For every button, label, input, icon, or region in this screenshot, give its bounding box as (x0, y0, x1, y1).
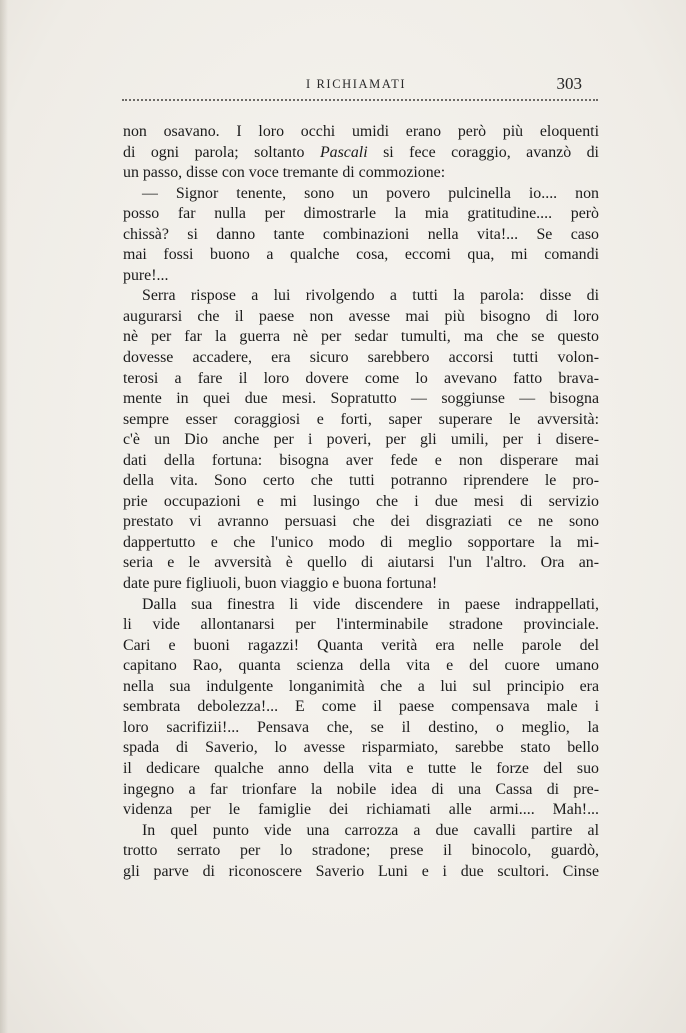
text-line: chissà? si danno tante combinazioni nella vita!... Se caso (123, 225, 599, 243)
text-line: date pure figliuoli, buon viaggio e buona fortuna! (123, 575, 438, 593)
text-line: — Signor tenente, sono un povero pulcinella io.... non (142, 184, 599, 202)
running-title: I RICHIAMATI (306, 77, 407, 91)
text-line: videnza per le famiglie dei richiamati alle armi.... Mah!... (123, 801, 599, 819)
text-line: sempre esser coraggiosi e forti, saper superare le avversità: (123, 410, 599, 428)
text-line: dappertutto e che l'unico modo di meglio sopportare la mi- (123, 533, 599, 551)
text-line: nè per far la guerra nè per sedar tumulti, ma che se questo (123, 328, 599, 346)
text-line: augurarsi che il paese non avesse mai più bisogno di loro (123, 307, 599, 325)
text-line: un passo, disse con voce tremante di commozione: (123, 164, 446, 182)
page-header (122, 74, 598, 94)
page-number: 303 (556, 74, 582, 93)
page-binding-shadow (0, 0, 8, 1033)
italic-name: Pascali (319, 143, 368, 161)
text-line: sembrata debolezza!... E come il paese compensava male i (123, 698, 599, 716)
text-line: loro sacrifizii!... Pensava che, se il destino, o meglio, la (123, 718, 599, 736)
header-dotted-rule (122, 99, 598, 101)
text-line: mente in quei due mesi. Sopratutto — soggiunse — bisogna (123, 390, 599, 408)
text-line: gli parve di riconoscere Saverio Luni e i due scultori. Cinse (123, 862, 599, 880)
text-line: non osavano. I loro occhi umidi erano però più eloquenti (123, 123, 599, 140)
text-line: dati della fortuna: bisogna aver fede e non disperare mai (123, 451, 599, 469)
text-line: Cari e buoni ragazzi! Quanta verità era nelle parole del (123, 636, 599, 654)
text-line: nella sua indulgente longanimità che a lui sul principio era (123, 677, 599, 695)
text-line: mai fossi buono a qualche cosa, eccomi qua, mi comandi (123, 246, 599, 264)
text-line: il dedicare qualche anno della vita e tutte le forze del suo (123, 759, 599, 777)
text-line: In quel punto vide una carrozza a due cavalli partire al (142, 821, 599, 839)
text-line: Serra rispose a lui rivolgendo a tutti la parola: disse di (142, 287, 599, 305)
text-line: c'è un Dio anche per i poveri, per gli umili, per i disere- (123, 431, 599, 449)
text-line: pure!... (123, 266, 169, 284)
text-line: di ogni parola; soltanto Pascali si fece coraggio, avanzò di (123, 143, 599, 161)
text-line: spada di Saverio, lo avesse risparmiato, sarebbe stato bello (123, 739, 599, 757)
text-line: posso far nulla per dimostrarle la mia gratitudine.... però (123, 205, 599, 223)
text-line: prie occupazioni e mi lusingo che i due mesi di servizio (123, 492, 599, 510)
text-line: della vita. Sono certo che tutti potranno riprendere le pro- (123, 472, 599, 490)
text-line: terosi a fare il loro dovere come lo avevano fatto brava- (123, 369, 599, 387)
text-line: trotto serrato per lo stradone; prese il binocolo, guardò, (123, 842, 599, 860)
text-line: seria e le avversità è quello di aiutarsi l'un l'altro. Ora an- (123, 554, 599, 572)
text-line: Dalla sua finestra li vide discendere in paese indrappellati, (142, 595, 599, 613)
body-text (123, 122, 599, 882)
text-line: ingegno a far trionfare la nobile idea di una Cassa di pre- (123, 780, 599, 798)
text-line: li vide allontanarsi per l'interminabile stradone provinciale. (123, 616, 599, 634)
text-line: dovesse accadere, era sicuro sarebbero accorsi tutti volon- (123, 349, 599, 367)
text-line: prestato vi avranno persuasi che dei disgraziati ce ne sono (123, 513, 599, 531)
text-line: capitano Rao, quanta scienza della vita e del cuore umano (123, 657, 599, 675)
